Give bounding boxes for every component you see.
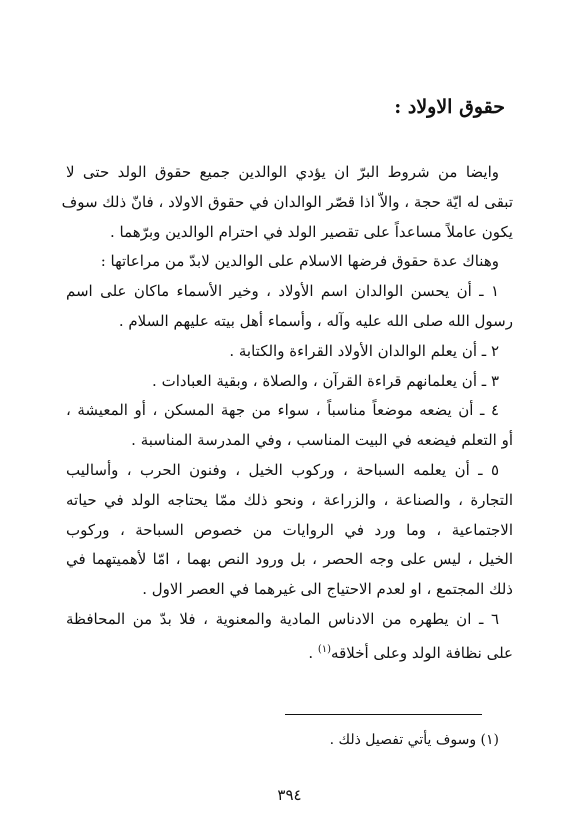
footnote: (١) وسوف يأتي تفصيل ذلك .	[329, 732, 499, 748]
text-line-content: رسول الله صلى الله عليه وآله ، وأسماء أهل بيته عليهم السلام .	[118, 311, 513, 330]
text-line	[66, 337, 513, 367]
text-line-content: تبقى له ايّة حجة ، والاّ اذا قصّر الوالدان في حقوق الاولاد ، فانّ ذلك سوف	[61, 192, 513, 211]
text-line-content: ٢ ـ أن يعلم الوالدان الأولاد القراءة والكتابة .	[229, 341, 499, 360]
text-line-content: ٥ ـ أن يعلمه السباحة ، وركوب الخيل ، وفنون الحرب ، وأساليب	[66, 460, 499, 479]
text-line	[66, 367, 513, 397]
text-line	[66, 426, 513, 456]
text-line	[66, 486, 513, 516]
text-line	[66, 218, 513, 248]
text-line-content: الخيل ، ليس على وجه الحصر ، بل ورود النص بهما ، امّا لأهميتهما في	[66, 550, 513, 569]
text-line	[66, 277, 513, 307]
text-line-content: ٣ ـ أن يعلمانهم قراءة القرآن ، والصلاة ، وبقية العبادات .	[152, 371, 499, 390]
text-line-content: وهناك عدة حقوق فرضها الاسلام على الوالدين لابدّ من مراعاتها :	[100, 252, 499, 271]
text-line-content: التجارة ، والصناعة ، والزراعة ، ونحو ذلك ممّا يحتاجه الولد في حياته	[66, 490, 513, 509]
text-line-content: يكون عاملاً مساعداً على تقصير الولد في احترام الوالدين وبرّهما .	[110, 222, 513, 241]
text-line-content: ذلك المجتمع ، او لعدم الاحتياج الى غيرهما في العصر الاول .	[142, 580, 513, 599]
page-number: ٣٩٤	[277, 786, 302, 804]
text-line	[61, 188, 513, 218]
footnote-separator	[285, 714, 482, 715]
text-line	[66, 307, 513, 337]
section-heading: حقوق الاولاد :	[394, 96, 505, 118]
text-line	[66, 247, 513, 277]
text-line	[66, 635, 513, 669]
text-line	[66, 158, 513, 188]
text-line	[66, 545, 513, 575]
body-text	[61, 158, 513, 669]
text-line-content: وايضا من شروط البرّ ان يؤدي الوالدين جميع حقوق الولد حتى لا	[66, 163, 499, 181]
text-line-content: أو التعلم فيضعه في البيت المناسب ، وفي المدرسة المناسبة .	[131, 431, 513, 450]
text-line-content: ٦ ـ ان يطهره من الادناس المادية والمعنوية ، فلا بدّ من المحافظة	[66, 609, 499, 628]
text-line-content: ١ ـ أن يحسن الوالدان اسم الأولاد ، وخير الأسماء ماكان على اسم	[66, 282, 499, 301]
text-line	[66, 456, 513, 486]
text-line-content: الاجتماعية ، وما ورد في الروايات من خصوص السباحة ، وركوب	[66, 520, 513, 539]
text-line	[66, 516, 513, 546]
line-ending: .	[308, 643, 318, 662]
text-line-content: على نظافة الولد وعلى أخلاقه	[331, 643, 513, 662]
text-line-content: ٤ ـ أن يضعه موضعاً مناسباً ، سواء من جهة المسكن ، أو المعيشة ،	[66, 401, 499, 420]
footnote-marker: (١)	[317, 643, 332, 655]
text-line	[66, 575, 513, 605]
text-line	[66, 605, 513, 635]
text-line	[66, 396, 513, 426]
